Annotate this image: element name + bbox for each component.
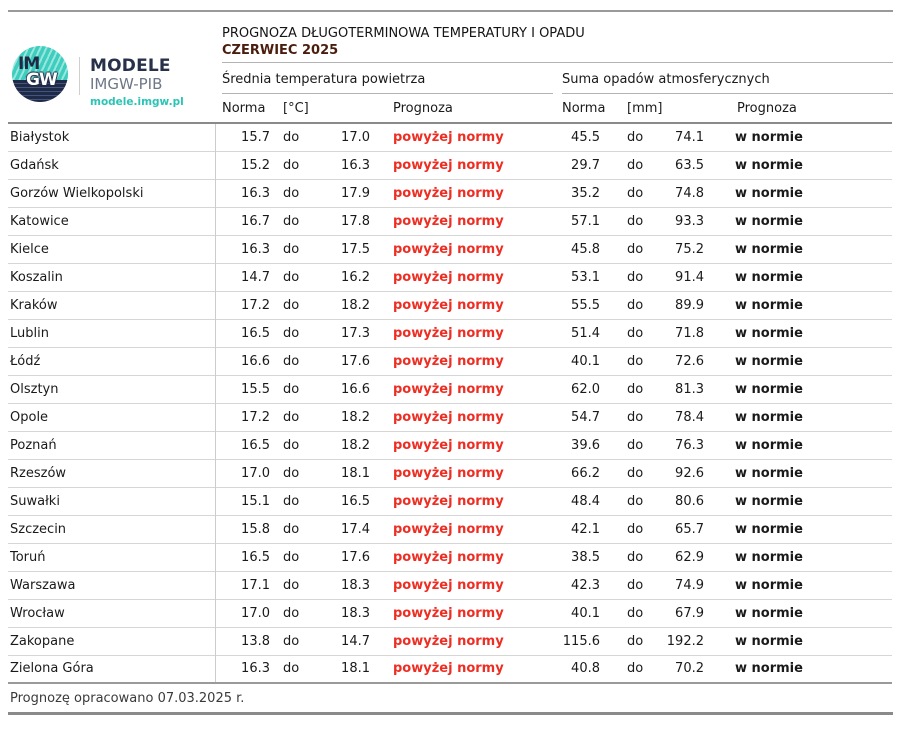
range-separator: do <box>283 157 300 173</box>
precip-forecast-value: w normie <box>735 213 803 229</box>
temp-norm-low: 16.3 <box>241 241 270 257</box>
range-separator: do <box>627 269 644 285</box>
precip-norm-low: 48.4 <box>571 493 600 509</box>
temp-prognoza-column-header: Prognoza <box>393 101 453 116</box>
temp-forecast-value: powyżej normy <box>393 605 504 621</box>
temperature-section-header: Średnia temperatura powietrza <box>222 72 426 87</box>
city-name: Białystok <box>8 123 215 151</box>
range-separator: do <box>627 185 644 201</box>
table-row <box>8 543 892 571</box>
range-separator: do <box>627 409 644 425</box>
temp-forecast-value: powyżej normy <box>393 325 504 341</box>
temp-norm-high: 17.6 <box>341 353 370 369</box>
range-separator: do <box>627 661 644 677</box>
temp-norm-high: 18.2 <box>341 297 370 313</box>
temp-forecast-value: powyżej normy <box>393 577 504 593</box>
range-separator: do <box>627 465 644 481</box>
precip-norm-high: 91.4 <box>675 269 704 285</box>
precip-norm-low: 45.8 <box>571 241 600 257</box>
temp-forecast-value: powyżej normy <box>393 493 504 509</box>
precip-forecast-value: w normie <box>735 185 803 201</box>
month-subtitle: CZERWIEC 2025 <box>222 43 339 58</box>
temp-forecast-value: powyżej normy <box>393 661 504 677</box>
page-header <box>0 0 900 122</box>
city-name: Wrocław <box>8 599 215 627</box>
table-row <box>8 235 892 263</box>
range-separator: do <box>627 213 644 229</box>
table-row <box>8 375 892 403</box>
precip-forecast-value: w normie <box>735 465 803 481</box>
range-separator: do <box>283 521 300 537</box>
precip-forecast-value: w normie <box>735 633 803 649</box>
range-separator: do <box>627 325 644 341</box>
precip-norm-high: 72.6 <box>675 353 704 369</box>
brand-name: MODELE <box>90 56 171 76</box>
temp-norm-high: 17.4 <box>341 521 370 537</box>
city-name: Poznań <box>8 431 215 459</box>
precip-forecast-value: w normie <box>735 605 803 621</box>
precip-norm-low: 115.6 <box>562 633 600 649</box>
table-row <box>8 599 892 627</box>
temp-norm-high: 16.5 <box>341 493 370 509</box>
precip-norm-low: 45.5 <box>571 129 600 145</box>
temp-forecast-value: powyżej normy <box>393 633 504 649</box>
temp-norm-high: 17.0 <box>341 129 370 145</box>
temp-norm-high: 18.2 <box>341 437 370 453</box>
precip-norm-low: 66.2 <box>571 465 600 481</box>
table-row <box>8 627 892 655</box>
temp-norm-high: 14.7 <box>341 633 370 649</box>
precip-norm-high: 81.3 <box>675 381 704 397</box>
temp-norm-low: 17.2 <box>241 409 270 425</box>
temp-norm-low: 17.2 <box>241 297 270 313</box>
page-title: PROGNOZA DŁUGOTERMINOWA TEMPERATURY I OPADU <box>222 26 585 41</box>
precip-forecast-value: w normie <box>735 129 803 145</box>
temp-norm-low: 15.7 <box>241 129 270 145</box>
city-name: Kielce <box>8 235 215 263</box>
range-separator: do <box>283 241 300 257</box>
table-row <box>8 207 892 235</box>
table-row <box>8 487 892 515</box>
precip-norm-low: 51.4 <box>571 325 600 341</box>
range-separator: do <box>627 549 644 565</box>
range-separator: do <box>283 633 300 649</box>
range-separator: do <box>283 185 300 201</box>
table-row <box>8 403 892 431</box>
precip-norm-low: 42.1 <box>571 521 600 537</box>
precipitation-section-header: Suma opadów atmosferycznych <box>562 72 770 87</box>
range-separator: do <box>283 353 300 369</box>
range-separator: do <box>627 157 644 173</box>
org-name: IMGW-PIB <box>90 74 163 93</box>
range-separator: do <box>627 493 644 509</box>
temp-norm-high: 18.2 <box>341 409 370 425</box>
temp-norm-high: 18.1 <box>341 465 370 481</box>
temp-forecast-value: powyżej normy <box>393 465 504 481</box>
page-footer <box>0 691 900 715</box>
range-separator: do <box>283 549 300 565</box>
precip-forecast-value: w normie <box>735 325 803 341</box>
precip-forecast-value: w normie <box>735 549 803 565</box>
precip-norm-low: 39.6 <box>571 437 600 453</box>
precip-prognoza-column-header: Prognoza <box>737 101 797 116</box>
temp-norm-low: 17.0 <box>241 465 270 481</box>
city-name: Szczecin <box>8 515 215 543</box>
range-separator: do <box>627 353 644 369</box>
temp-norm-low: 16.6 <box>241 353 270 369</box>
city-rows <box>8 123 892 683</box>
precip-forecast-value: w normie <box>735 241 803 257</box>
table-row <box>8 431 892 459</box>
temp-norm-high: 18.1 <box>341 661 370 677</box>
range-separator: do <box>283 213 300 229</box>
table-row <box>8 571 892 599</box>
precip-norm-low: 54.7 <box>571 409 600 425</box>
precip-norm-low: 38.5 <box>571 549 600 565</box>
table-row <box>8 179 892 207</box>
precip-forecast-value: w normie <box>735 521 803 537</box>
precip-norm-high: 89.9 <box>675 297 704 313</box>
temp-norm-low: 16.3 <box>241 661 270 677</box>
precip-norm-high: 78.4 <box>675 409 704 425</box>
title-underline <box>222 62 893 63</box>
temp-norm-high: 18.3 <box>341 605 370 621</box>
range-separator: do <box>283 325 300 341</box>
precip-norm-low: 40.1 <box>571 353 600 369</box>
precip-norm-low: 29.7 <box>571 157 600 173</box>
temp-norm-high: 17.3 <box>341 325 370 341</box>
city-name: Lublin <box>8 319 215 347</box>
range-separator: do <box>627 577 644 593</box>
temp-forecast-value: powyżej normy <box>393 129 504 145</box>
table-row <box>8 515 892 543</box>
range-separator: do <box>283 661 300 677</box>
range-separator: do <box>283 577 300 593</box>
range-separator: do <box>627 241 644 257</box>
range-separator: do <box>283 269 300 285</box>
temp-norm-low: 14.7 <box>241 269 270 285</box>
table-row <box>8 123 892 151</box>
range-separator: do <box>283 493 300 509</box>
temp-norm-high: 18.3 <box>341 577 370 593</box>
temperature-section-underline <box>222 93 553 94</box>
temp-forecast-value: powyżej normy <box>393 157 504 173</box>
city-name: Opole <box>8 403 215 431</box>
temp-norm-low: 16.7 <box>241 213 270 229</box>
range-separator: do <box>283 409 300 425</box>
city-name: Koszalin <box>8 263 215 291</box>
precip-norm-low: 40.1 <box>571 605 600 621</box>
temp-norm-high: 17.9 <box>341 185 370 201</box>
city-name: Olsztyn <box>8 375 215 403</box>
range-separator: do <box>627 129 644 145</box>
range-separator: do <box>283 381 300 397</box>
precip-forecast-value: w normie <box>735 353 803 369</box>
precip-norm-high: 74.8 <box>675 185 704 201</box>
city-name: Zielona Góra <box>8 655 215 683</box>
precip-forecast-value: w normie <box>735 661 803 677</box>
range-separator: do <box>283 437 300 453</box>
logo-divider <box>79 57 80 95</box>
temp-norm-low: 16.5 <box>241 549 270 565</box>
temp-norm-low: 16.5 <box>241 325 270 341</box>
range-separator: do <box>283 465 300 481</box>
temp-forecast-value: powyżej normy <box>393 521 504 537</box>
precip-norm-high: 93.3 <box>675 213 704 229</box>
range-separator: do <box>627 605 644 621</box>
precip-norm-high: 192.2 <box>666 633 704 649</box>
precip-norm-low: 42.3 <box>571 577 600 593</box>
temp-forecast-value: powyżej normy <box>393 437 504 453</box>
precip-forecast-value: w normie <box>735 409 803 425</box>
precipitation-section-underline <box>562 93 893 94</box>
range-separator: do <box>283 297 300 313</box>
precip-forecast-value: w normie <box>735 381 803 397</box>
table-row <box>8 263 892 291</box>
temp-norm-low: 15.1 <box>241 493 270 509</box>
temp-norm-low: 13.8 <box>241 633 270 649</box>
precip-forecast-value: w normie <box>735 297 803 313</box>
precip-forecast-value: w normie <box>735 269 803 285</box>
table-row <box>8 291 892 319</box>
logo-mark-gw: GW <box>26 70 57 90</box>
precip-norm-low: 55.5 <box>571 297 600 313</box>
temp-unit-column-header: [°C] <box>283 101 309 116</box>
forecast-table <box>8 122 892 684</box>
precip-norm-high: 76.3 <box>675 437 704 453</box>
precip-norm-low: 53.1 <box>571 269 600 285</box>
temp-norm-high: 17.8 <box>341 213 370 229</box>
logo-mark-im: IM <box>18 54 40 74</box>
brand-block <box>90 58 184 108</box>
precip-forecast-value: w normie <box>735 437 803 453</box>
temp-forecast-value: powyżej normy <box>393 409 504 425</box>
city-name: Rzeszów <box>8 459 215 487</box>
precip-norm-high: 92.6 <box>675 465 704 481</box>
precip-norm-high: 62.9 <box>675 549 704 565</box>
temp-norm-low: 17.1 <box>241 577 270 593</box>
city-name: Katowice <box>8 207 215 235</box>
precip-norma-column-header: Norma <box>562 101 606 116</box>
city-name: Kraków <box>8 291 215 319</box>
precip-norm-high: 71.8 <box>675 325 704 341</box>
temp-norm-high: 16.3 <box>341 157 370 173</box>
temp-forecast-value: powyżej normy <box>393 213 504 229</box>
precip-norm-high: 74.9 <box>675 577 704 593</box>
temp-forecast-value: powyżej normy <box>393 353 504 369</box>
precip-norm-high: 80.6 <box>675 493 704 509</box>
range-separator: do <box>627 437 644 453</box>
temp-norm-low: 16.3 <box>241 185 270 201</box>
temp-norm-low: 15.8 <box>241 521 270 537</box>
temp-forecast-value: powyżej normy <box>393 297 504 313</box>
city-name: Gdańsk <box>8 151 215 179</box>
city-name: Zakopane <box>8 627 215 655</box>
precip-norm-low: 57.1 <box>571 213 600 229</box>
range-separator: do <box>627 381 644 397</box>
temp-norm-high: 16.6 <box>341 381 370 397</box>
precip-unit-column-header: [mm] <box>627 101 663 116</box>
precip-forecast-value: w normie <box>735 577 803 593</box>
temp-norm-low: 15.2 <box>241 157 270 173</box>
table-row <box>8 459 892 487</box>
temp-forecast-value: powyżej normy <box>393 241 504 257</box>
temp-norm-low: 16.5 <box>241 437 270 453</box>
brand-url-link[interactable]: modele.imgw.pl <box>90 95 184 108</box>
temp-forecast-value: powyżej normy <box>393 549 504 565</box>
temp-norm-high: 17.5 <box>341 241 370 257</box>
precip-norm-low: 62.0 <box>571 381 600 397</box>
range-separator: do <box>627 633 644 649</box>
table-row <box>8 347 892 375</box>
precip-norm-high: 67.9 <box>675 605 704 621</box>
table-row <box>8 655 892 683</box>
temp-norma-column-header: Norma <box>222 101 266 116</box>
precip-forecast-value: w normie <box>735 157 803 173</box>
temp-forecast-value: powyżej normy <box>393 381 504 397</box>
temp-norm-high: 16.2 <box>341 269 370 285</box>
temp-norm-low: 17.0 <box>241 605 270 621</box>
range-separator: do <box>627 521 644 537</box>
precip-norm-low: 40.8 <box>571 661 600 677</box>
precip-forecast-value: w normie <box>735 493 803 509</box>
range-separator: do <box>627 297 644 313</box>
precip-norm-low: 35.2 <box>571 185 600 201</box>
precip-norm-high: 70.2 <box>675 661 704 677</box>
precip-norm-high: 65.7 <box>675 521 704 537</box>
city-name: Gorzów Wielkopolski <box>8 179 215 207</box>
city-name: Suwałki <box>8 487 215 515</box>
temp-forecast-value: powyżej normy <box>393 185 504 201</box>
precip-norm-high: 63.5 <box>675 157 704 173</box>
bottom-divider <box>8 712 893 715</box>
city-name: Toruń <box>8 543 215 571</box>
temp-forecast-value: powyżej normy <box>393 269 504 285</box>
range-separator: do <box>283 605 300 621</box>
top-divider <box>8 10 893 12</box>
table-row <box>8 151 892 179</box>
temp-norm-high: 17.6 <box>341 549 370 565</box>
precip-norm-high: 75.2 <box>675 241 704 257</box>
table-row <box>8 319 892 347</box>
forecast-date-note: Prognozę opracowano 07.03.2025 r. <box>10 691 245 706</box>
city-name: Łódź <box>8 347 215 375</box>
city-name: Warszawa <box>8 571 215 599</box>
temp-norm-low: 15.5 <box>241 381 270 397</box>
precip-norm-high: 74.1 <box>675 129 704 145</box>
range-separator: do <box>283 129 300 145</box>
